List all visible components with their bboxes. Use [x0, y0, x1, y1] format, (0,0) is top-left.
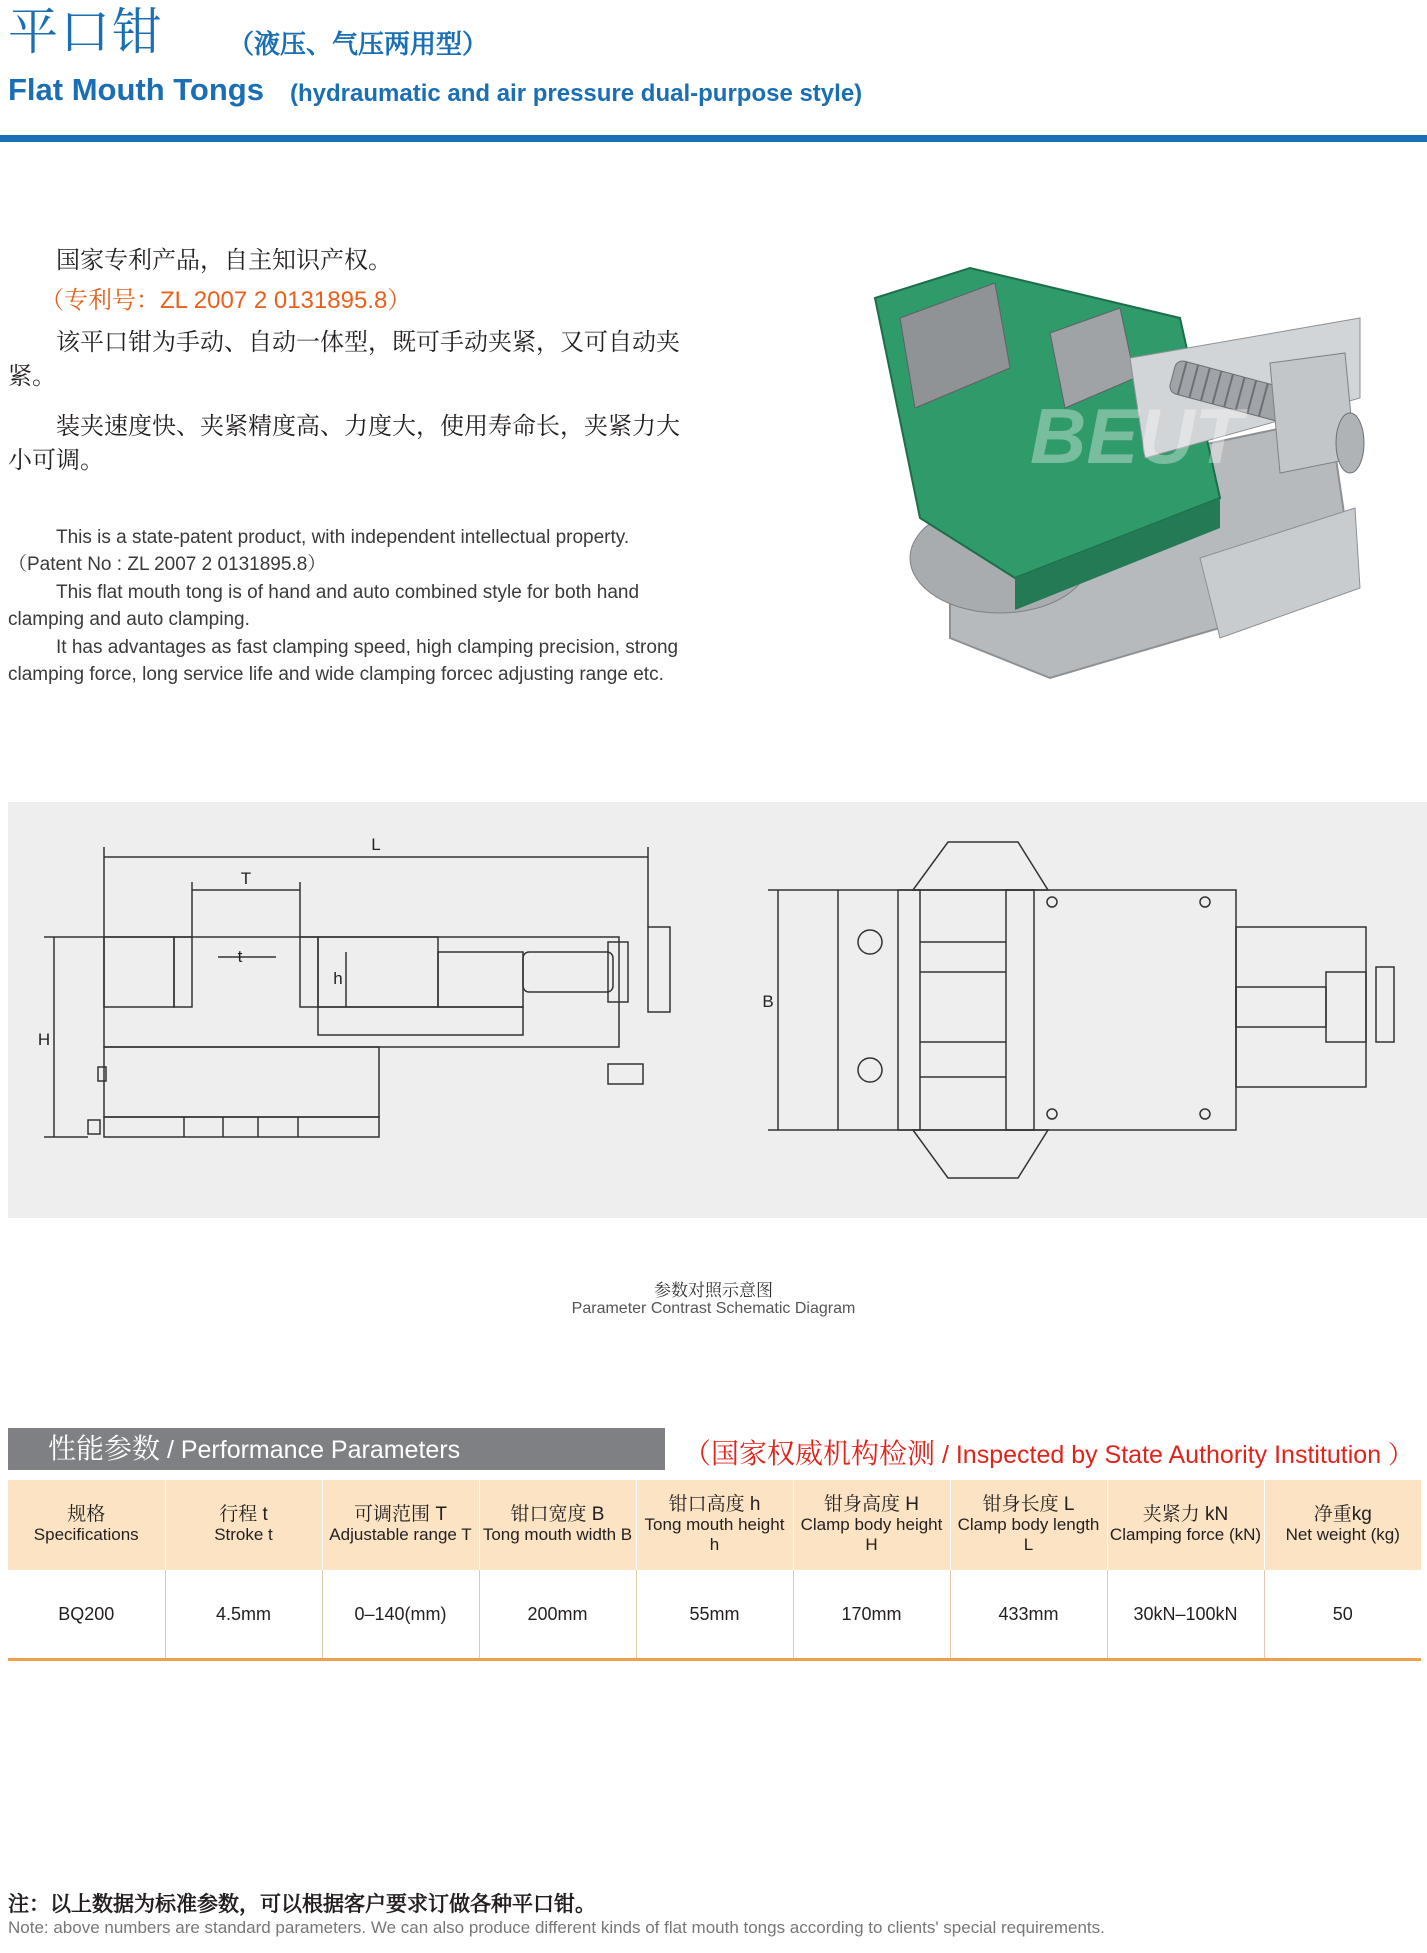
col-header-stroke: 行程 t Stroke t	[165, 1480, 322, 1570]
page-subtitle-en: (hydraumatic and air pressure dual-purpose style)	[290, 80, 863, 107]
performance-banner-cn: 性能参数	[48, 1433, 161, 1464]
intro-cn-patent: （专利号：ZL 2007 2 0131895.8）	[40, 287, 412, 314]
schematic-diagram	[8, 802, 1427, 1218]
diagram-caption-en: Parameter Contrast Schematic Diagram	[571, 1300, 856, 1317]
inspected-note-cn: （国家权威机构检测	[683, 1438, 936, 1469]
col-header-force: 夹紧力 kN Clamping force (kN)	[1107, 1480, 1264, 1570]
header-divider	[0, 135, 1427, 142]
dim-label-h: h	[333, 969, 343, 988]
intro-en-para3: It has advantages as fast clamping speed, high clamping precision, strong clamping force, long service life and wide clamping forcec adjusting range etc.	[8, 637, 679, 685]
performance-banner	[8, 1428, 665, 1470]
cell-length: 433mm	[950, 1570, 1107, 1660]
table-header-row	[8, 1480, 1421, 1570]
intro-cn-para3: 装夹速度快、夹紧精度高、力度大，使用寿命长，夹紧力大小可调。	[8, 413, 680, 474]
dim-label-H: H	[37, 1030, 51, 1049]
col-header-body-height: 钳身高度 H Clamp body height H	[793, 1480, 950, 1570]
dim-label-L: L	[371, 835, 381, 854]
diagram-caption-cn: 参数对照示意图	[654, 1281, 773, 1300]
footer-note-cn: 注：以上数据为标准参数，可以根据客户要求订做各种平口钳。	[8, 1893, 596, 1916]
inspected-note	[683, 1432, 1413, 1472]
cell-weight: 50	[1264, 1570, 1421, 1660]
intro-en-para2: This flat mouth tong is of hand and auto combined style for both hand clamping and auto clamping.	[8, 582, 640, 630]
product-photo	[800, 258, 1365, 683]
col-header-width: 钳口宽度 B Tong mouth width B	[479, 1480, 636, 1570]
footer-note-en: Note: above numbers are standard parameters. We can also produce different kinds of flat mouth tongs according to clients' special requirements.	[8, 1918, 1105, 1937]
cell-body-height: 170mm	[793, 1570, 950, 1660]
col-header-length: 钳身长度 L Clamp body length L	[950, 1480, 1107, 1570]
col-header-spec: 规格 Specifications	[8, 1480, 165, 1570]
intro-cn-para2: 该平口钳为手动、自动一体型，既可手动夹紧，又可自动夹紧。	[8, 329, 680, 390]
spec-table	[8, 1480, 1421, 1661]
cell-mouth-height: 55mm	[636, 1570, 793, 1660]
page-title-cn: 平口钳	[8, 4, 164, 60]
dim-label-t: t	[237, 947, 243, 966]
cell-stroke: 4.5mm	[165, 1570, 322, 1660]
performance-banner-en: / Performance Parameters	[160, 1436, 461, 1464]
cell-force: 30kN–100kN	[1107, 1570, 1264, 1660]
page-title-en: Flat Mouth Tongs	[8, 72, 264, 107]
col-header-weight: 净重kg Net weight (kg)	[1264, 1480, 1421, 1570]
cell-width: 200mm	[479, 1570, 636, 1660]
inspected-note-en: / Inspected by State Authority Institution ）	[935, 1441, 1414, 1469]
brand-watermark: BEUT	[1030, 392, 1243, 480]
intro-cn-line1: 国家专利产品，自主知识产权。	[56, 247, 392, 274]
cell-range: 0–140(mm)	[322, 1570, 479, 1660]
dim-label-T: T	[240, 869, 252, 888]
intro-en-para1: This is a state-patent product, with independent intellectual property.（Patent No : ZL 2007 2 0131895.8）	[8, 527, 630, 575]
table-row	[8, 1570, 1421, 1660]
page-subtitle-cn: （液压、气压两用型）	[228, 29, 489, 59]
col-header-range: 可调范围 T Adjustable range T	[322, 1480, 479, 1570]
dim-label-B: B	[762, 992, 774, 1011]
col-header-mouth-height: 钳口高度 h Tong mouth height h	[636, 1480, 793, 1570]
cell-spec: BQ200	[8, 1570, 165, 1660]
